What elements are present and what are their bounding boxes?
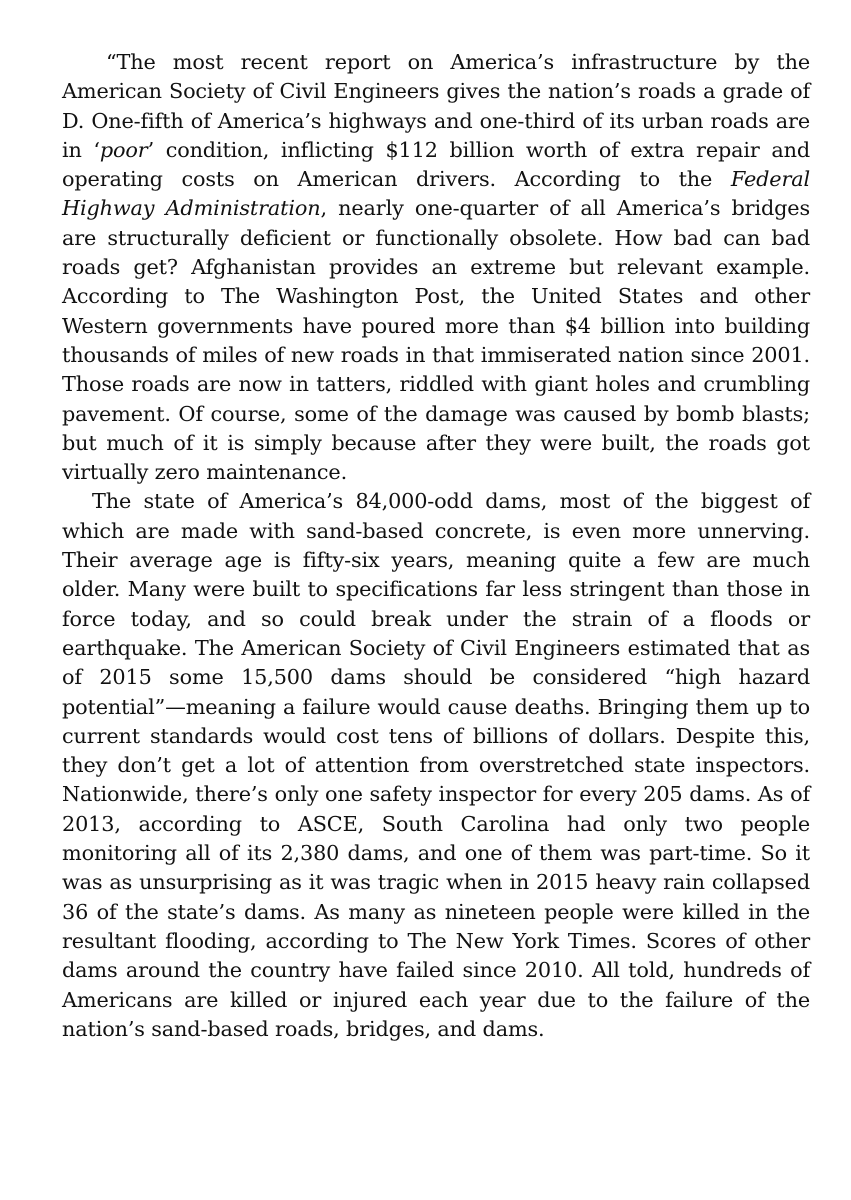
text-segment: , nearly one-quarter of all America’s bridges are structurally deficient or functionally obsolete. How bad can bad roads get? Afghanistan provides an extreme but relevant example. According to The Washington Post, the United States and other Western governments have poured more than $4 billion into building thousands of miles of new roads in that immiserated nation since 2001. Those roads are now in tatters, riddled with giant holes and crumbling pavement. Of course, some of the damage was caused by bomb blasts; but much of it is simply because after they were built, the roads got virtually zero maintenance. — [62, 196, 810, 485]
text-segment-italic: Federal Highway Administration — [62, 167, 810, 221]
text-segment: ’ condition, inflicting $112 billion worth of extra repair and operating costs on American drivers. According to the — [62, 137, 810, 192]
text-segment-italic: poor — [99, 137, 148, 162]
text-segment: “The most recent report on America’s infrastructure by the American Society of Civil Engineers gives the nation’s roads a grade of D. One-fifth of America’s highways and one-third of its urban roads are in ‘ — [62, 50, 810, 162]
text-segment: The state of America’s 84,000-odd dams, most of the biggest of which are made with sand-based concrete, is even more unnerving. Their average age is fifty-six years, meaning quite a few are much older. Many were built to specifications far less stringent than those in force today, and so could break under the strain of a floods or earthquake. The American Society of Civil Engineers estimated that as of 2015 some 15,500 dams should be considered “high hazard potential”—meaning a failure would cause deaths. Bringing them up to current standards would cost tens of billions of dollars. Despite this, they don’t get a lot of attention from overstretched state inspectors. Nationwide, there’s only one safety inspector for every 205 dams. As of 2013, according to ASCE, South Carolina had only two people monitoring all of its 2,380 dams, and one of them was part-time. So it was as unsurprising as it was tragic when in 2015 heavy rain collapsed 36 of the state’s dams. As many as nineteen people were killed in the resultant flooding, according to The New York Times. Scores of other dams around the country have failed since 2010. All told, hundreds of Americans are killed or injured each year due to the failure of the nation’s sand-based roads, bridges, and dams. — [62, 489, 810, 1041]
paragraph-roads — [62, 48, 810, 487]
paragraph-dams — [62, 487, 810, 1044]
document-page — [62, 48, 810, 1044]
